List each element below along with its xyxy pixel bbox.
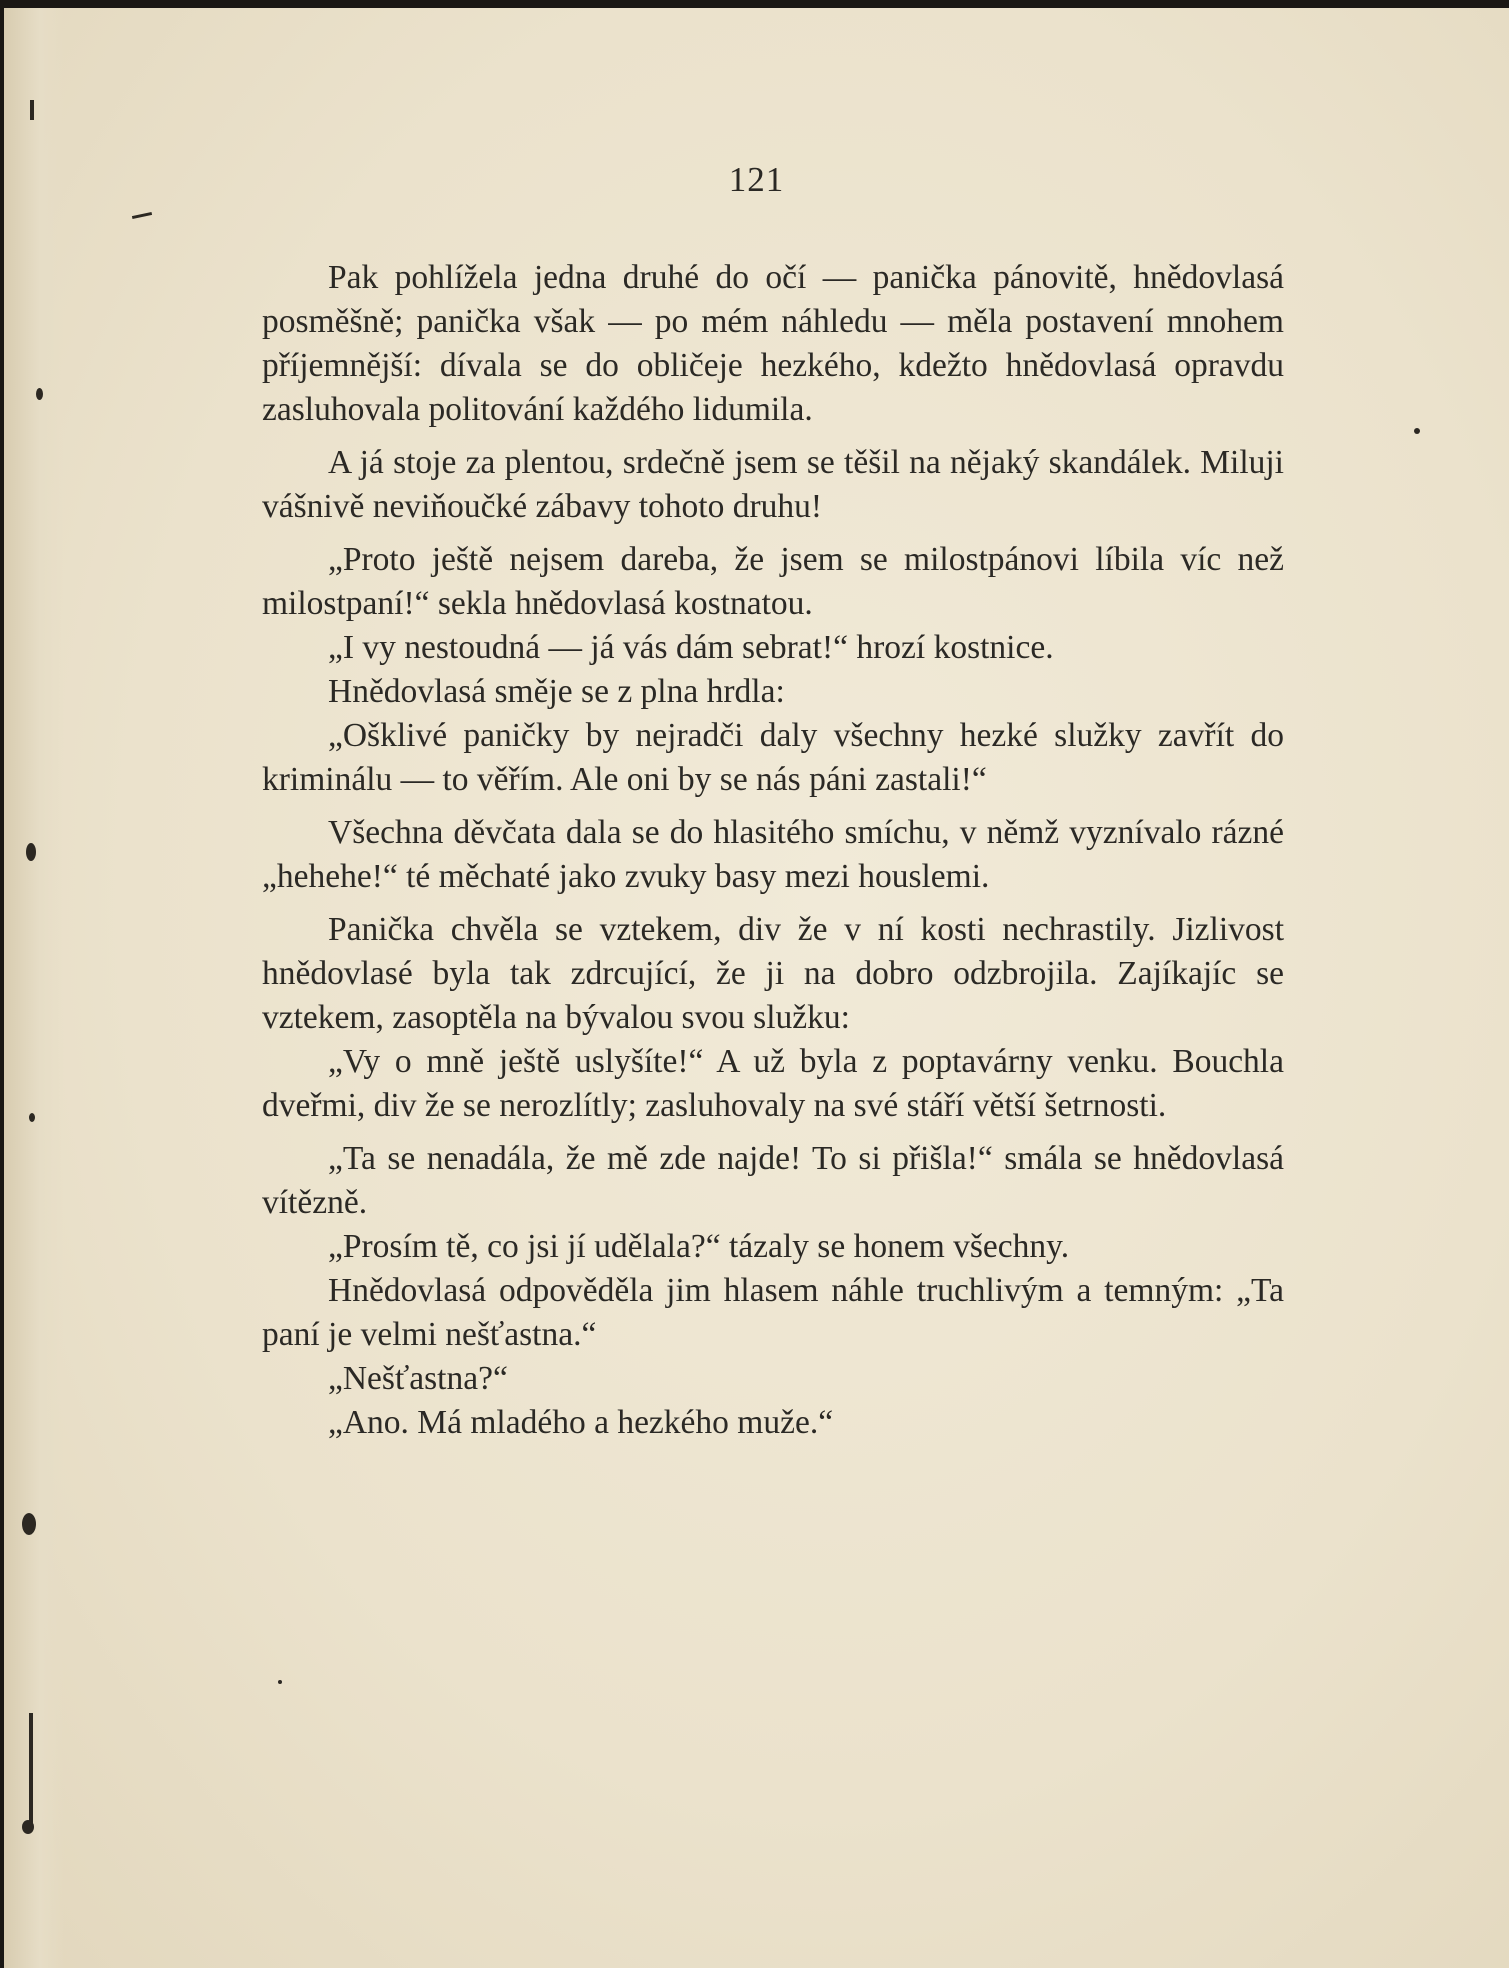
margin-speck	[29, 1713, 33, 1823]
margin-speck	[36, 388, 43, 400]
paragraph: „Ano. Má mladého a hezkého muže.“	[328, 1404, 834, 1441]
paragraph: Hnědovlasá směje se z plna hrdla:	[328, 673, 785, 710]
paragraph: Panička chvěla se vztekem, div že v ní kosti nechrastily. Jizlivost hnědovlasé byla tak zdrcující, že ji na dobro odzbrojila. Zajíkajíc se vztekem, zasoptěla na bývalou svou služku:	[262, 911, 1284, 1036]
body-text	[262, 256, 1284, 1445]
paragraph: Hnědovlasá odpověděla jim hlasem náhle truchlivým a temným: „Ta paní je velmi nešťastna.“	[262, 1272, 1284, 1353]
paragraph: „I vy nestoudná — já vás dám sebrat!“ hrozí kostnice.	[328, 629, 1054, 666]
paragraph: „Ta se nenadála, že mě zde najde! To si přišla!“ smála se hnědovlasá vítězně.	[262, 1140, 1284, 1221]
paragraph: „Prosím tě, co jsi jí udělala?“ tázaly se honem všechny.	[328, 1228, 1070, 1265]
margin-speck	[22, 1513, 36, 1535]
margin-speck	[132, 212, 152, 219]
book-page	[4, 8, 1509, 1968]
margin-speck	[1414, 428, 1420, 434]
paragraph: Všechna děvčata dala se do hlasitého smíchu, v němž vyznívalo rázné „hehehe!“ té měchaté jako zvuky basy mezi houslemi.	[262, 814, 1284, 895]
page-number: 121	[728, 160, 785, 199]
margin-speck	[29, 1113, 35, 1122]
binding-shadow	[4, 8, 64, 1968]
margin-speck	[26, 843, 36, 861]
paragraph: Pak pohlížela jedna druhé do očí — panička pánovitě, hnědovlasá posměšně; panička však — po mém náhledu — měla postavení mnohem příjemnější: dívala se do obličeje hezkého, kdežto hnědovlasá opravdu zasluhovala politování každého lidumila.	[262, 259, 1284, 428]
paragraph: „Ošklivé paničky by nejradči daly všechny hezké služky zavřít do kriminálu — to věřím. Ale oni by se nás páni zastali!“	[262, 717, 1284, 798]
margin-speck	[278, 1680, 282, 1684]
paragraph: „Proto ještě nejsem dareba, že jsem se milostpánovi líbila víc než milostpaní!“ sekla hnědovlasá kostnatou.	[262, 541, 1284, 622]
margin-speck	[30, 100, 34, 120]
paragraph: „Vy o mně ještě uslyšíte!“ A už byla z poptavárny venku. Bouchla dveřmi, div že se nerozlítly; zasluhovaly na své stáří větší šetrnosti.	[262, 1043, 1284, 1124]
margin-speck	[22, 1820, 34, 1834]
paragraph: A já stoje za plentou, srdečně jsem se těšil na nějaký skandálek. Miluji vášnivě neviňoučké zábavy tohoto druhu!	[262, 444, 1284, 525]
paragraph: „Nešťastna?“	[328, 1360, 508, 1397]
